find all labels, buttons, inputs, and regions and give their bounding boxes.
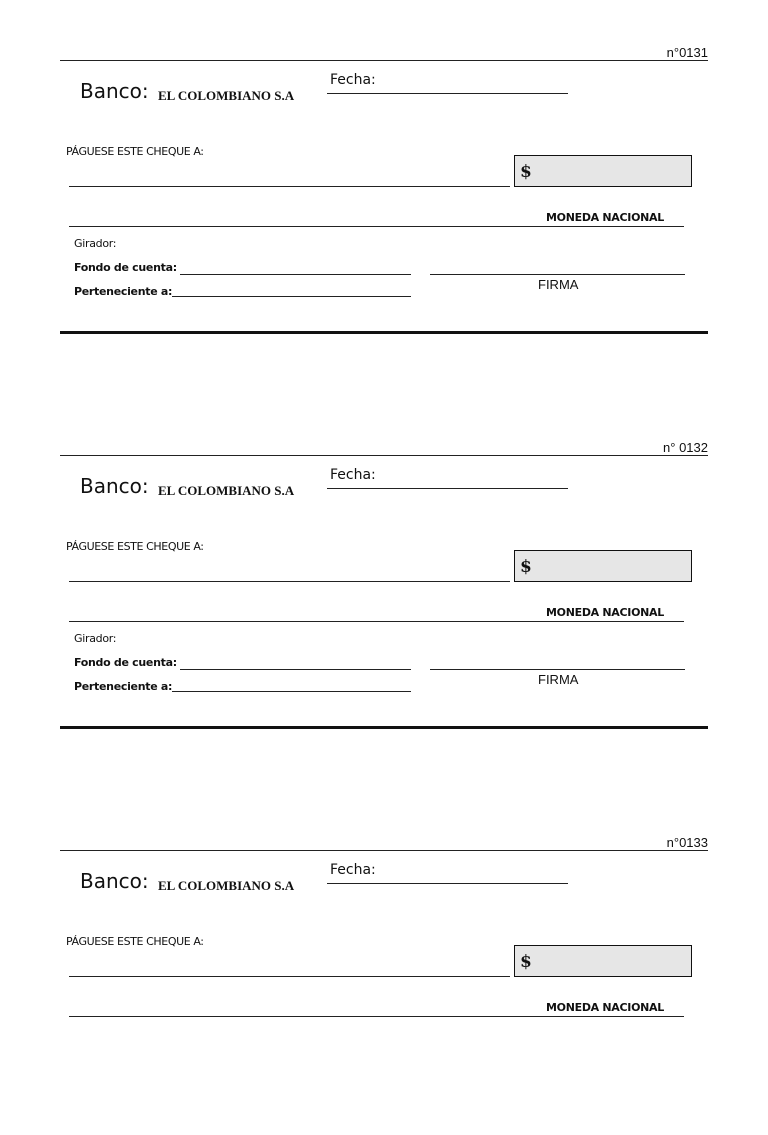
cheque-bottom-rule xyxy=(60,331,708,334)
bank-label: Banco: xyxy=(80,474,149,498)
account-fund-field[interactable] xyxy=(180,274,411,275)
amount-field[interactable] xyxy=(514,155,692,187)
bank-label: Banco: xyxy=(80,869,149,893)
account-owner-label: Perteneciente a: xyxy=(74,285,173,298)
date-label: Fecha: xyxy=(330,862,376,878)
cheque-number: n°0133 xyxy=(666,835,708,850)
dollar-sign: $ xyxy=(520,557,532,577)
payee-label: PÁGUESE ESTE CHEQUE A: xyxy=(66,540,204,553)
payee-field[interactable] xyxy=(69,976,510,977)
cheque-0131 xyxy=(0,45,768,345)
currency-label: MONEDA NACIONAL xyxy=(546,606,664,619)
amount-in-words-field[interactable] xyxy=(69,1016,684,1017)
bank-name: EL COLOMBIANO S.A xyxy=(158,483,295,498)
cheque-bottom-rule xyxy=(60,726,708,729)
payee-label: PÁGUESE ESTE CHEQUE A: xyxy=(66,145,204,158)
account-fund-label: Fondo de cuenta: xyxy=(74,261,177,274)
cheque-top-rule xyxy=(60,455,708,456)
date-field[interactable] xyxy=(327,883,568,884)
date-field[interactable] xyxy=(327,488,568,489)
account-owner-field[interactable] xyxy=(172,691,411,692)
account-owner-label: Perteneciente a: xyxy=(74,680,173,693)
bank-name: EL COLOMBIANO S.A xyxy=(158,878,295,893)
cheque-number: n° 0132 xyxy=(663,440,708,455)
signature-label: FIRMA xyxy=(538,672,579,687)
account-owner-field[interactable] xyxy=(172,296,411,297)
dollar-sign: $ xyxy=(520,952,532,972)
bank-label: Banco: xyxy=(80,79,149,103)
cheque-top-rule xyxy=(60,850,708,851)
cheque-top-rule xyxy=(60,60,708,61)
cheque-0132 xyxy=(0,440,768,740)
account-fund-label: Fondo de cuenta: xyxy=(74,656,177,669)
signature-label: FIRMA xyxy=(538,277,579,292)
signature-field[interactable] xyxy=(430,669,685,670)
date-label: Fecha: xyxy=(330,72,376,88)
account-fund-field[interactable] xyxy=(180,669,411,670)
payee-field[interactable] xyxy=(69,581,510,582)
drawer-label: Girador: xyxy=(74,632,117,645)
signature-field[interactable] xyxy=(430,274,685,275)
drawer-label: Girador: xyxy=(74,237,117,250)
amount-field[interactable] xyxy=(514,945,692,977)
currency-label: MONEDA NACIONAL xyxy=(546,1001,664,1014)
amount-in-words-field[interactable] xyxy=(69,226,684,227)
payee-field[interactable] xyxy=(69,186,510,187)
dollar-sign: $ xyxy=(520,162,532,182)
date-field[interactable] xyxy=(327,93,568,94)
payee-label: PÁGUESE ESTE CHEQUE A: xyxy=(66,935,204,948)
cheque-0133 xyxy=(0,835,768,1135)
currency-label: MONEDA NACIONAL xyxy=(546,211,664,224)
cheque-number: n°0131 xyxy=(666,45,708,60)
amount-field[interactable] xyxy=(514,550,692,582)
amount-in-words-field[interactable] xyxy=(69,621,684,622)
bank-name: EL COLOMBIANO S.A xyxy=(158,88,295,103)
date-label: Fecha: xyxy=(330,467,376,483)
